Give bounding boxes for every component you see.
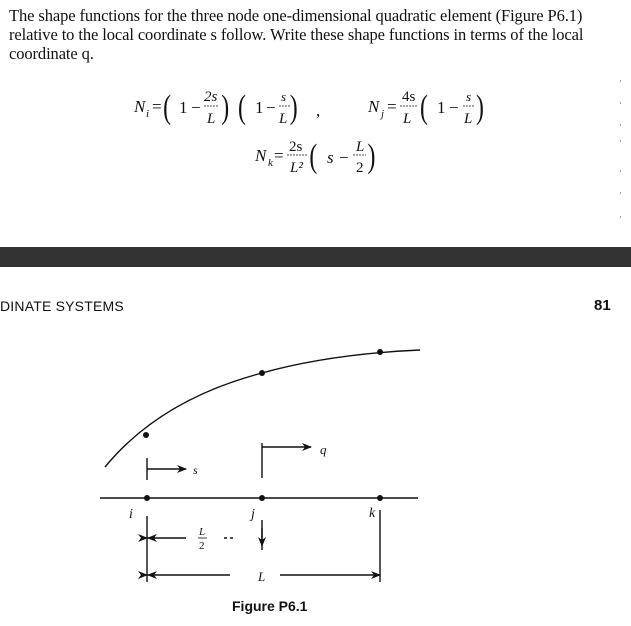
label-coord-q: q <box>320 442 327 457</box>
svg-text:=: = <box>387 97 397 116</box>
svg-text:): ) <box>221 89 230 127</box>
label-full-length: L <box>258 569 266 584</box>
svg-text:(: ( <box>420 89 428 127</box>
nj-coef-den: L <box>403 111 412 127</box>
line-node-k <box>377 495 383 501</box>
equation-nj <box>367 89 484 127</box>
ni-subscript: i <box>146 108 150 120</box>
svg-text:): ) <box>367 138 376 176</box>
shape-function-equations <box>0 80 631 200</box>
label-node-j: j <box>251 507 255 522</box>
curve-node-j <box>259 370 265 376</box>
nj-subscript: j <box>381 108 385 120</box>
line-node-i <box>144 495 150 501</box>
label-half-den: 2 <box>199 540 205 552</box>
nj-frac-den: L <box>464 111 473 127</box>
ni-comma: , <box>316 101 321 120</box>
ni-frac1-num: 2s <box>204 89 218 105</box>
nk-coef-num: 2s <box>289 139 303 155</box>
nk-var: s <box>327 148 334 167</box>
svg-text:1: 1 <box>437 98 446 117</box>
svg-text:=: = <box>152 97 162 116</box>
ni-symbol: N <box>134 97 146 116</box>
page-number: 81 <box>594 297 611 314</box>
line-node-j <box>259 495 265 501</box>
svg-text:): ) <box>476 89 484 127</box>
nk-frac-den: 2 <box>356 160 364 176</box>
ni-frac1-den: L <box>207 111 216 127</box>
page-separator-band <box>0 247 631 267</box>
figure-caption: Figure P6.1 <box>232 598 308 614</box>
nj-coef-num: 4s <box>402 89 416 105</box>
svg-text:1: 1 <box>179 98 188 117</box>
running-head: DINATE SYSTEMS <box>0 298 124 314</box>
svg-text:−: − <box>266 98 276 117</box>
nj-frac-num: s <box>466 89 472 104</box>
svg-text:−: − <box>449 98 459 117</box>
scan-dots <box>618 80 624 220</box>
figure-p6-1 <box>0 326 631 626</box>
problem-text: The shape functions for the three node one-dimensional quadratic element (Figure P6.1) relative to the local coordinate s follow. Write these shape functions in terms of the local coordinate q. <box>9 6 584 63</box>
svg-text:1: 1 <box>255 98 264 117</box>
ni-frac2-num: s <box>281 89 287 104</box>
nk-coef-den: L² <box>290 160 303 176</box>
svg-text:(: ( <box>238 89 246 127</box>
svg-text:(: ( <box>163 89 172 127</box>
nk-subscript: k <box>268 157 273 169</box>
nk-symbol: N <box>255 146 267 165</box>
equation-ni <box>133 89 320 127</box>
nk-frac-num: L <box>356 139 365 155</box>
svg-text:=: = <box>274 146 284 165</box>
svg-text:): ) <box>289 89 298 127</box>
equation-nk <box>254 138 375 176</box>
curve-node-k <box>377 349 383 355</box>
label-node-i: i <box>129 507 133 522</box>
svg-text:−: − <box>191 98 201 117</box>
svg-text:(: ( <box>309 138 318 176</box>
problem-statement <box>9 6 624 63</box>
ni-frac2-den: L <box>279 111 288 127</box>
nj-symbol: N <box>368 97 380 116</box>
label-coord-s: s <box>193 463 198 477</box>
label-half-num: L <box>199 526 206 538</box>
label-node-k: k <box>369 506 376 521</box>
curve-node-i <box>143 432 149 438</box>
svg-text:−: − <box>339 148 349 167</box>
